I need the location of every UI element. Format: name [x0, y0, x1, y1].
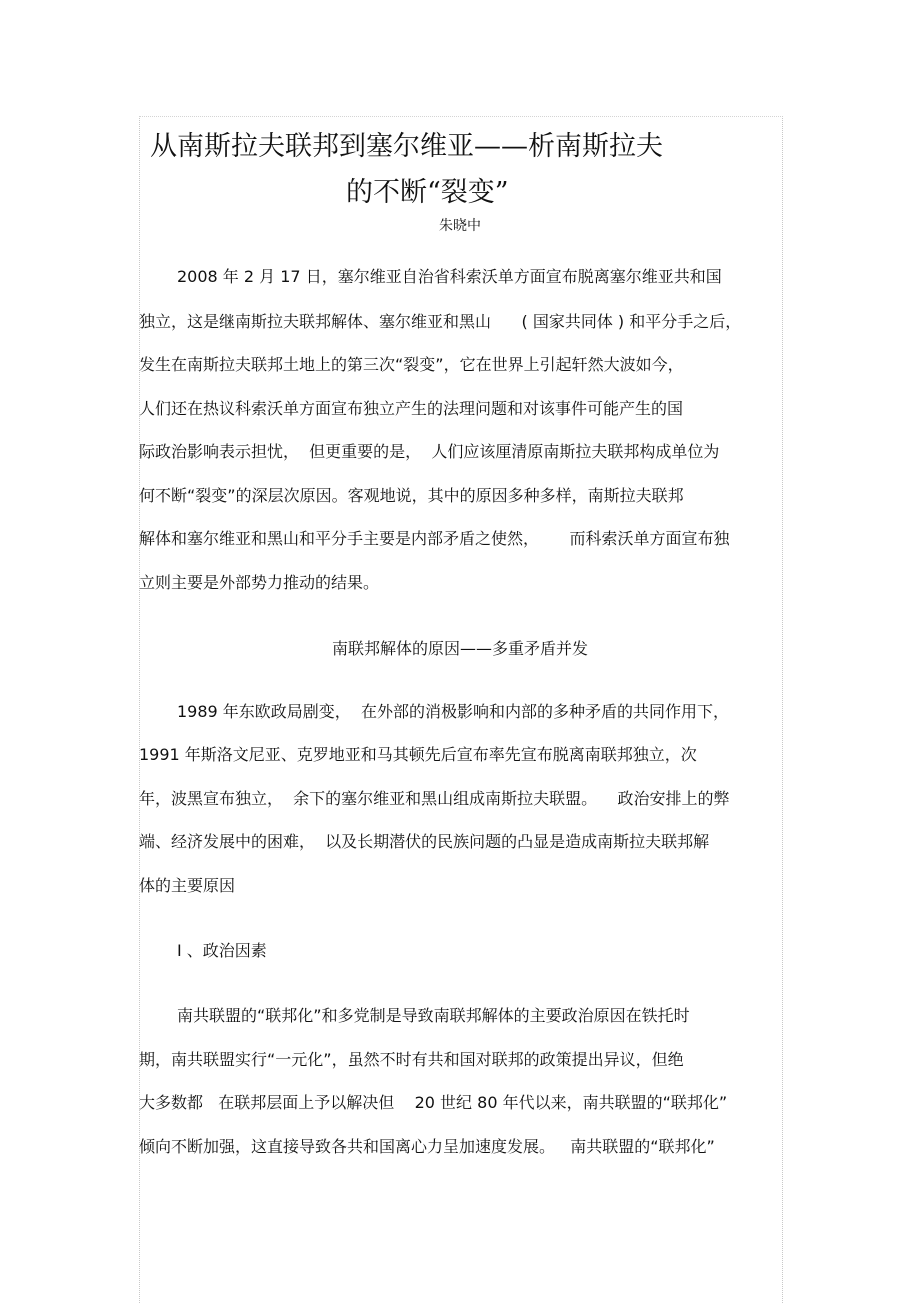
subheading-political-factors: I 、政治因素 — [177, 941, 267, 960]
paragraph-3-line: 大多数都 在联邦层面上予以解决但 20 世纪 80 年代以来，南共联盟的“联邦化” — [139, 1093, 728, 1112]
paragraph-3-line: 倾向不断加强，这直接导致各共和国离心力呈加速度发展。 南共联盟的“联邦化” — [139, 1137, 715, 1156]
paragraph-3-line: 南共联盟的“联邦化”和多党制是导致南联邦解体的主要政治原因在铁托时 — [177, 1006, 690, 1025]
paragraph-1-line: 发生在南斯拉夫联邦土地上的第三次“裂变”，它在世界上引起轩然大波如今， — [139, 355, 684, 374]
paragraph-1-line: 际政治影响表示担忧， 但更重要的是， 人们应该厘清原南斯拉夫联邦构成单位为 — [139, 442, 720, 461]
document-title-line-2: 的不断“裂变” — [346, 177, 509, 208]
paragraph-1-line: 独立，这是继南斯拉夫联邦解体、塞尔维亚和黑山 ( 国家共同体 ) 和平分手之后， — [139, 312, 742, 331]
author-name: 朱晓中 — [439, 218, 481, 234]
paragraph-2-line: 1989 年东欧政局剧变， 在外部的消极影响和内部的多种矛盾的共同作用下， — [177, 702, 729, 721]
paragraph-2-line: 年，波黑宣布独立， 余下的塞尔维亚和黑山组成南斯拉夫联盟。 政治安排上的弊 — [139, 789, 730, 808]
paragraph-2-line: 1991 年斯洛文尼亚、克罗地亚和马其顿先后宣布率先宣布脱离南联邦独立，次 — [139, 745, 697, 764]
paragraph-1-line: 何不断“裂变”的深层次原因。客观地说，其中的原因多种多样，南斯拉夫联邦 — [139, 486, 684, 505]
paragraph-1-line: 人们还在热议科索沃单方面宣布独立产生的法理问题和对该事件可能产生的国 — [139, 399, 684, 418]
section-heading: 南联邦解体的原因——多重矛盾并发 — [331, 639, 588, 658]
paragraph-1-line: 立则主要是外部势力推动的结果。 — [139, 573, 380, 592]
paragraph-1-line: 2008 年 2 月 17 日，塞尔维亚自治省科索沃单方面宣布脱离塞尔维亚共和国 — [177, 267, 722, 286]
paragraph-3-line: 期，南共联盟实行“一元化”，虽然不时有共和国对联邦的政策提出异议，但绝 — [139, 1050, 684, 1069]
paragraph-1-line: 解体和塞尔维亚和黑山和平分手主要是内部矛盾之使然， 而科索沃单方面宣布独 — [139, 529, 730, 548]
paragraph-2-line: 端、经济发展中的困难， 以及长期潜伏的民族问题的凸显是造成南斯拉夫联邦解 — [139, 832, 710, 851]
paragraph-2-line: 体的主要原因 — [139, 876, 236, 895]
document-title-line-1: 从南斯拉夫联邦到塞尔维亚——析南斯拉夫 — [150, 131, 663, 162]
